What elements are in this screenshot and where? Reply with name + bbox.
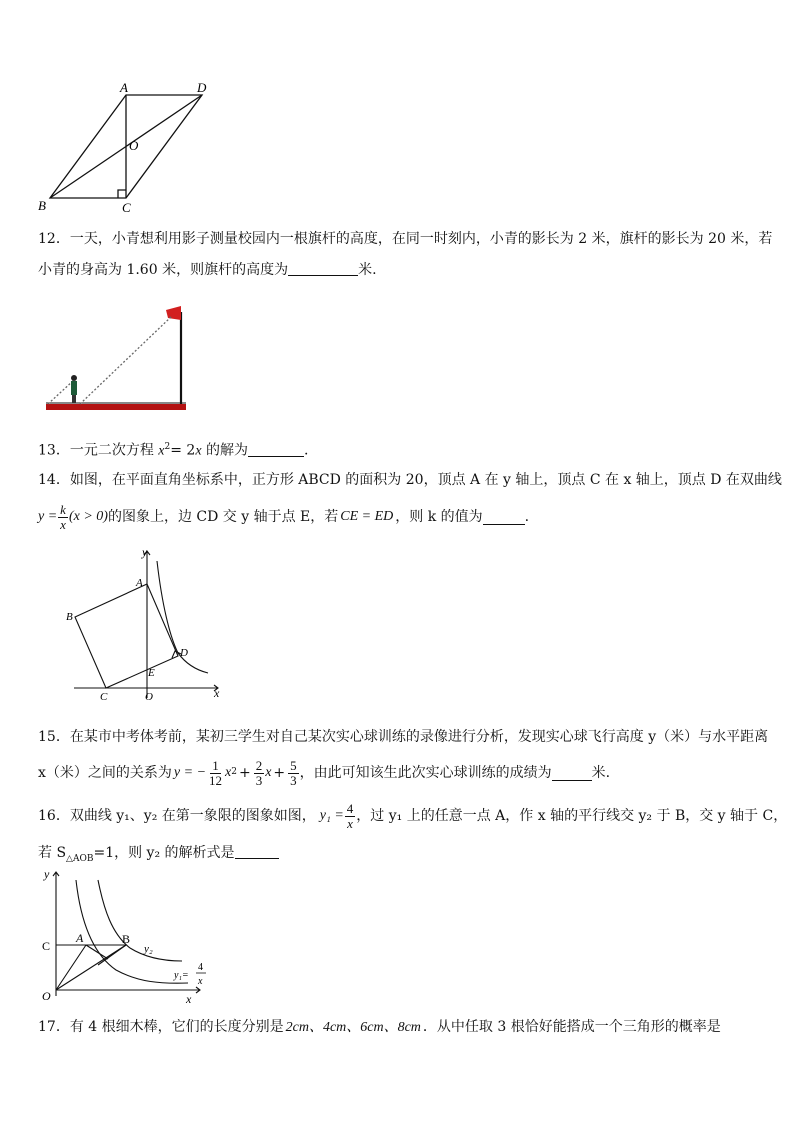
fig14-label-x: x	[214, 686, 220, 700]
fig16-label-4: 4	[198, 962, 203, 973]
q14-answer-blank[interactable]	[483, 510, 525, 525]
fig16-label-B: B	[122, 932, 131, 946]
fig16-label-C: C	[42, 939, 51, 953]
q16-fraction: $\frac{4}{x}$	[346, 800, 354, 831]
q16-line1: 16．双曲线 y₁、y₂ 在第一象限的图象如图， y₁ = $\frac{4}{x}$ ，过 y₁ 上的任意一点 A，作 x 轴的平行线交 y₂ 于 B，交 y 轴于 C，	[38, 800, 788, 831]
q15-line1: 15．在某市中考体考前，某初三学生对自己某次实心球训练的录像进行分析，发现实心球飞行高度 y（米）与水平距离	[38, 729, 769, 745]
q12-line1: 12．一天，小青想利用影子测量校园内一根旗杆的高度，在同一时刻内，小青的影长为 2 米，旗杆的影长为 20 米，若	[38, 231, 773, 247]
label-O: O	[129, 138, 139, 153]
label-B: B	[38, 198, 46, 213]
q14-fraction: $\frac{k}{x}$	[60, 501, 66, 532]
q16-line2: 若 $S_{\triangle AOB}=1$，则 y₂ 的解析式是	[38, 843, 279, 869]
hyperbolas-figure	[38, 866, 218, 1006]
fig16-label-x: x	[186, 992, 192, 1006]
q12-answer-blank[interactable]	[288, 261, 358, 276]
fig14-label-D: D	[180, 647, 188, 659]
q14-line2: y = $\frac{k}{x}$ (x > 0) 的图象上，边 CD 交 y 轴于点 E，若 CE = ED ，则 k 的值为 .	[38, 501, 530, 532]
fig14-label-A: A	[136, 577, 143, 589]
q15-line2: x（米）之间的关系为 y = − $\frac{1}{12}$ x 2 + $\frac{2}{3}$ x + $\frac{5}{3}$ ，由此可知该生此次实心球训练的成绩为 米.	[38, 757, 611, 788]
q16-answer-blank[interactable]	[235, 844, 279, 859]
q13-answer-blank[interactable]	[248, 442, 304, 457]
q13-line: 13．一元二次方程 $x^2= 2x$ 的解为 .	[38, 442, 309, 459]
fig14-label-O: O	[145, 691, 153, 703]
square-hyperbola-figure	[60, 545, 230, 705]
fig16-label-O: O	[42, 989, 51, 1003]
label-C: C	[122, 200, 131, 215]
label-D: D	[197, 80, 207, 95]
q17-line: 17．有 4 根细木棒，它们的长度分别是 2cm、4cm、6cm、8cm ．从中任取 3 根恰好能搭成一个三角形的概率是	[38, 1019, 721, 1035]
fig16-label-A: A	[76, 931, 84, 945]
q14-line1: 14．如图，在平面直角坐标系中，正方形 ABCD 的面积为 20，顶点 A 在 y 轴上，顶点 C 在 x 轴上，顶点 D 在双曲线	[38, 472, 782, 488]
q15-fraction-1: $\frac{1}{12}$	[209, 757, 223, 788]
parallelogram-figure	[30, 78, 230, 218]
label-A: A	[120, 80, 128, 95]
flagpole-figure	[44, 302, 190, 414]
fig14-label-B: B	[66, 611, 73, 623]
fig16-label-y1: y₁=	[174, 970, 189, 981]
q12-line2: 小青的身高为 1.60 米，则旗杆的高度为 米.	[38, 262, 377, 278]
fig16-label-y: y	[44, 867, 50, 881]
q15-fraction-2: $\frac{2}{3}$	[255, 757, 263, 788]
fig16-label-x-den: x	[198, 976, 203, 987]
fig14-label-C: C	[100, 691, 108, 703]
fig14-label-y: y	[142, 545, 148, 559]
fig16-label-y2: y₂	[144, 943, 153, 955]
q15-fraction-3: $\frac{5}{3}$	[290, 757, 297, 788]
fig14-label-E: E	[148, 667, 155, 679]
q15-answer-blank[interactable]	[552, 766, 592, 781]
